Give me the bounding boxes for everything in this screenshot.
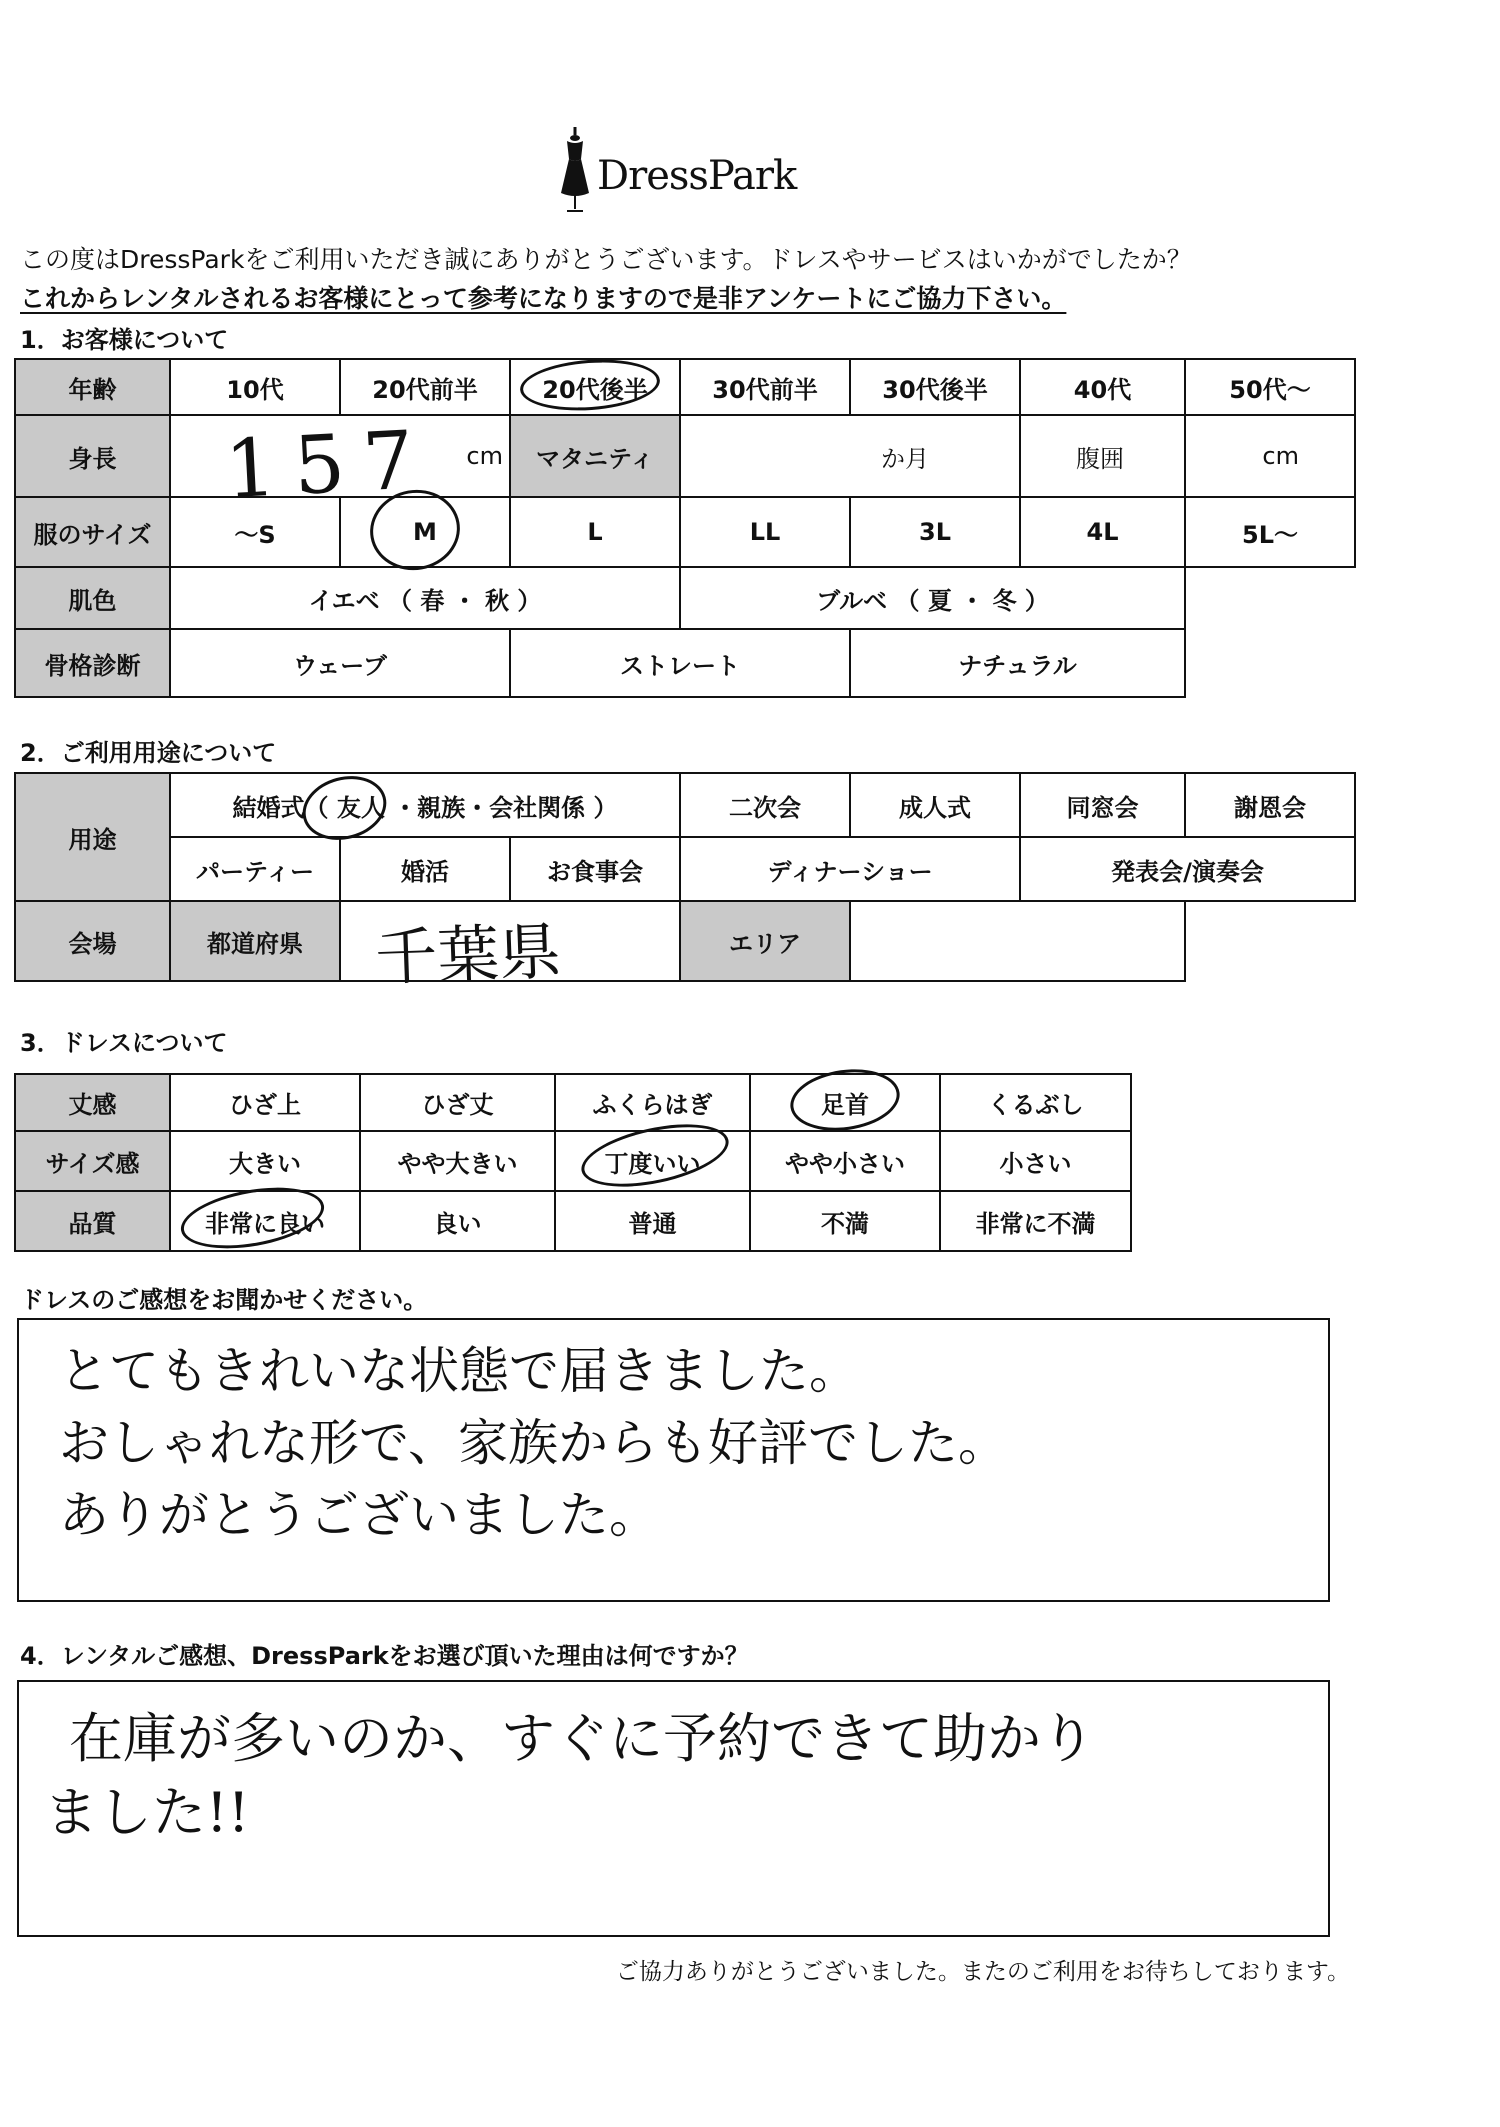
frame-option[interactable]: ストレート bbox=[510, 629, 850, 697]
venue-label: 会場 bbox=[15, 901, 170, 981]
size-option[interactable]: L bbox=[510, 497, 680, 567]
size-option[interactable]: LL bbox=[680, 497, 850, 567]
impression-prompt: ドレスのご感想をお聞かせください。 bbox=[20, 1286, 428, 1314]
closing-text: ご協力ありがとうございました。またのご利用をお待ちしております。 bbox=[615, 1959, 1350, 1985]
waist-unit[interactable]: cm bbox=[1185, 415, 1355, 497]
section1-title: 1．お客様について bbox=[20, 326, 229, 354]
request-text: これからレンタルされるお客様にとって参考になりますので是非アンケートにご協力下さい。 bbox=[20, 284, 1067, 313]
purpose-option[interactable]: お食事会 bbox=[510, 837, 680, 901]
purpose-option[interactable]: 二次会 bbox=[680, 773, 850, 837]
maternity-label: マタニティ bbox=[510, 415, 680, 497]
purpose-option[interactable]: 成人式 bbox=[850, 773, 1020, 837]
quality-option[interactable]: 不満 bbox=[750, 1191, 940, 1251]
area-label: エリア bbox=[680, 901, 850, 981]
section4-title: 4．レンタルご感想、DressParkをお選び頂いた理由は何ですか？ bbox=[20, 1642, 749, 1670]
purpose-option[interactable]: ディナーショー bbox=[680, 837, 1020, 901]
age-option[interactable]: 40代 bbox=[1020, 359, 1185, 415]
purpose-option[interactable]: 発表会/演奏会 bbox=[1020, 837, 1355, 901]
impression-box[interactable] bbox=[17, 1318, 1330, 1602]
section3-title: 3．ドレスについて bbox=[20, 1029, 228, 1057]
purpose-table bbox=[14, 772, 1356, 982]
purpose-label: 用途 bbox=[15, 773, 170, 901]
length-option[interactable]: くるぶし bbox=[940, 1074, 1131, 1131]
length-label: 丈感 bbox=[15, 1074, 170, 1131]
age-option[interactable]: 50代～ bbox=[1185, 359, 1355, 415]
size-option[interactable]: 4L bbox=[1020, 497, 1185, 567]
area-field[interactable] bbox=[850, 901, 1185, 981]
frame-label: 骨格診断 bbox=[15, 629, 170, 697]
age-option[interactable]: 20代前半 bbox=[340, 359, 510, 415]
purpose-option[interactable]: 同窓会 bbox=[1020, 773, 1185, 837]
fit-option[interactable]: やや大きい bbox=[360, 1131, 555, 1191]
size-option[interactable]: ～S bbox=[170, 497, 340, 567]
age-option[interactable]: 10代 bbox=[170, 359, 340, 415]
length-option[interactable]: ひざ丈 bbox=[360, 1074, 555, 1131]
dress-form-icon bbox=[555, 125, 595, 215]
fit-option[interactable]: 丁度いい bbox=[555, 1131, 750, 1191]
length-option[interactable]: ふくらはぎ bbox=[555, 1074, 750, 1131]
quality-label: 品質 bbox=[15, 1191, 170, 1251]
section2-title: 2．ご利用用途について bbox=[20, 739, 277, 767]
frame-option[interactable]: ウェーブ bbox=[170, 629, 510, 697]
dresspark-logo bbox=[555, 125, 795, 215]
intro-text: この度はDressParkをご利用いただき誠にありがとうございます。ドレスやサービスはいかがでしたか？ bbox=[20, 245, 1192, 274]
size-option[interactable]: M bbox=[340, 497, 510, 567]
size-label: 服のサイズ bbox=[15, 497, 170, 567]
reason-text: 在庫が多いのか、すぐに予約できて助かり ました!! bbox=[44, 1707, 1095, 1844]
fit-option[interactable]: やや小さい bbox=[750, 1131, 940, 1191]
frame-option[interactable]: ナチュラル bbox=[850, 629, 1185, 697]
purpose-option[interactable]: 謝恩会 bbox=[1185, 773, 1355, 837]
brand-name: DressPark bbox=[597, 153, 797, 199]
size-option[interactable]: 3L bbox=[850, 497, 1020, 567]
quality-option[interactable]: 良い bbox=[360, 1191, 555, 1251]
height-handwritten: 157 bbox=[222, 412, 434, 517]
impression-text: とてもきれいな状態で届きました。 おしゃれな形で、家族からも好評でした。 ありがとうございました。 bbox=[59, 1342, 1008, 1544]
age-option[interactable]: 30代後半 bbox=[850, 359, 1020, 415]
skin-yellow[interactable]: イエベ （ 春 ・ 秋 ） bbox=[170, 567, 680, 629]
prefecture-label: 都道府県 bbox=[170, 901, 340, 981]
maternity-months[interactable]: か月 bbox=[680, 415, 1020, 497]
prefecture-handwritten: 千葉県 bbox=[373, 914, 563, 995]
wedding-option[interactable]: 結婚式（ 友人 ・親族・会社関係 ） bbox=[170, 773, 680, 837]
size-option[interactable]: 5L～ bbox=[1185, 497, 1355, 567]
age-option[interactable]: 20代後半 bbox=[510, 359, 680, 415]
purpose-option[interactable]: パーティー bbox=[170, 837, 340, 901]
customer-table bbox=[14, 358, 1356, 698]
reason-box[interactable] bbox=[17, 1680, 1330, 1937]
length-option[interactable]: ひざ上 bbox=[170, 1074, 360, 1131]
purpose-option[interactable]: 婚活 bbox=[340, 837, 510, 901]
quality-option[interactable]: 非常に良い bbox=[170, 1191, 360, 1251]
skin-blue[interactable]: ブルベ （ 夏 ・ 冬 ） bbox=[680, 567, 1185, 629]
height-label: 身長 bbox=[15, 415, 170, 497]
fit-label: サイズ感 bbox=[15, 1131, 170, 1191]
skin-label: 肌色 bbox=[15, 567, 170, 629]
age-option[interactable]: 30代前半 bbox=[680, 359, 850, 415]
height-unit: cm bbox=[466, 442, 503, 470]
length-option[interactable]: 足首 bbox=[750, 1074, 940, 1131]
age-label: 年齢 bbox=[15, 359, 170, 415]
waist-label: 腹囲 bbox=[1020, 415, 1185, 497]
fit-option[interactable]: 小さい bbox=[940, 1131, 1131, 1191]
quality-option[interactable]: 非常に不満 bbox=[940, 1191, 1131, 1251]
quality-option[interactable]: 普通 bbox=[555, 1191, 750, 1251]
fit-option[interactable]: 大きい bbox=[170, 1131, 360, 1191]
